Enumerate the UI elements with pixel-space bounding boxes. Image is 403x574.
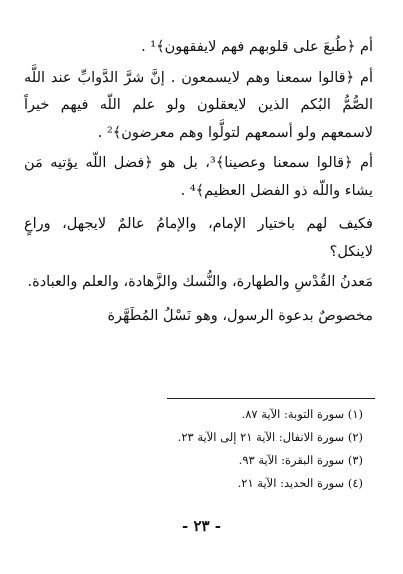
footnotes-list	[40, 404, 363, 496]
paragraph-2: أم ﴿قالوا سمعنا وهم لايسمعون . إنَّ شرَّ الدَّوابِّ عند اللَّه الصُّمُّ البُكم الذين لايعقلون ولو علم اللّه فيهم خيراً لاسمعهم ولو أسمعهم لتولَّوا وهم معرضون﴾² .	[24, 69, 373, 141]
paragraph-6: مخصوصٌ بدعوة الرسول، وهو نَسْلُ المُطَهَّرة	[107, 307, 373, 324]
page-number: - ٢٣ -	[181, 517, 222, 535]
paragraph-1: أم ﴿طُبعَ على قلوبهم فهم لايفقهون﴾¹ .	[141, 39, 373, 55]
footnote-divider	[167, 398, 375, 399]
main-text	[24, 34, 373, 333]
footnote-1: (١) سورة التوبة: الآية ٨٧.	[241, 407, 363, 421]
footnote-3: (٣) سورة البقرة: الآية ٩٣.	[238, 453, 363, 467]
paragraph-3: أم ﴿قالوا سمعنا وعصينا﴾³، بل هو ﴿فضل اللّه يؤتيه مَن يشاء واللّه ذو الفضل العظيم﴾⁴ .	[24, 155, 373, 199]
footnote-4: (٤) سورة الحديد: الآية ٢١.	[237, 476, 363, 490]
paragraph-4: فكيف لهم باختيار الإمام، والإمامُ عالمٌ لايجهل، وراعٍ لاينكل؟	[24, 216, 373, 260]
paragraph-5: مَعدنُ القُدْسِ والطهارة، والنُّسك والزَّهادة، والعلم والعبادة.	[27, 274, 373, 290]
footnote-2: (٢) سورة الانفال: الآية ٢١ إلى الآية ٢٣.	[177, 430, 363, 444]
